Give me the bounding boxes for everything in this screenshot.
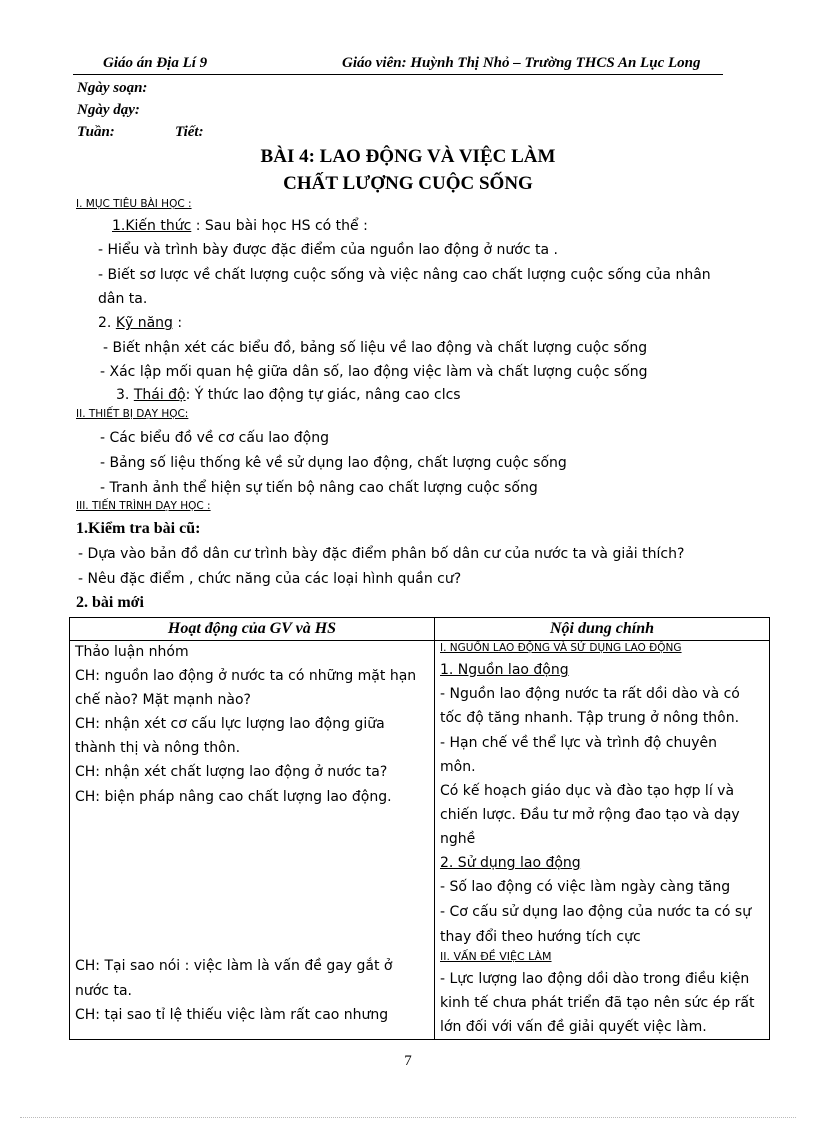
page-bottom-divider (20, 1117, 796, 1118)
content-cell (435, 641, 770, 1040)
content-subheading: 1. Nguồn lao động (440, 662, 569, 678)
lesson-table (69, 617, 770, 1040)
knowledge-rest: : Sau bài học HS có thể : (191, 218, 368, 234)
knowledge-item: - Hiểu và trình bày được đặc điểm của nguồn lao động ở nước ta . (98, 242, 558, 258)
review-question: - Nêu đặc điểm , chức năng của các loại hình quần cư? (78, 571, 462, 587)
header-teacher: Giáo viên: Huỳnh Thị Nhỏ – Trường THCS An Lục Long (342, 55, 701, 71)
activity-line: nước ta. (75, 983, 132, 999)
knowledge-label: 1.Kiến thức (112, 218, 192, 234)
skills-label: Kỹ năng (115, 315, 173, 331)
activity-line: thành thị và nông thôn. (75, 740, 241, 756)
content-heading: II. VẤN ĐỀ VIỆC LÀM (440, 950, 552, 963)
skills-prefix: 2. (98, 315, 116, 331)
page-number: 7 (404, 1053, 412, 1069)
attitude-label: Thái độ (133, 387, 186, 403)
content-line: - Cơ cấu sử dụng lao động của nước ta có sự (440, 904, 752, 920)
activity-line: CH: nguồn lao động ở nước ta có những mặt hạn (75, 668, 417, 684)
content-heading: I. NGUỒN LAO ĐỘNG VÀ SỬ DỤNG LAO ĐỘNG (440, 642, 682, 654)
review-heading: 1.Kiểm tra bài cũ: (76, 520, 201, 537)
skills-rest: : (172, 315, 183, 331)
section-procedure-heading: III. TIẾN TRÌNH DẠY HỌC : (76, 500, 211, 512)
lesson-title: BÀI 4: LAO ĐỘNG VÀ VIỆC LÀM (260, 146, 556, 167)
header-rule (73, 74, 723, 75)
activities-cell (70, 641, 435, 1040)
content-line: - Hạn chế về thể lực và trình độ chuyên (440, 735, 718, 751)
knowledge-item: - Biết sơ lược về chất lượng cuộc sống và việc nâng cao chất lượng cuộc sống của nhân (98, 267, 711, 283)
review-question: - Dựa vào bản đồ dân cư trình bày đặc điểm phân bố dân cư của nước ta và giải thích? (78, 546, 685, 562)
content-line: lớn đối với vấn đề giải quyết việc làm. (440, 1019, 707, 1035)
meta-ngay-day: Ngày dạy: (77, 102, 140, 118)
meta-tiet: Tiết: (175, 124, 204, 140)
skills-item: - Biết nhận xét các biểu đồ, bảng số liệu về lao động và chất lượng cuộc sống (103, 340, 648, 356)
activity-line: CH: nhận xét cơ cấu lực lượng lao động giữa (75, 716, 385, 732)
table-header-row (70, 618, 770, 641)
activity-line: chế nào? Mặt mạnh nào? (75, 692, 251, 708)
section-objectives-heading: I. MỤC TIÊU BÀI HỌC : (76, 198, 192, 210)
content-line: - Nguồn lao động nước ta rất dồi dào và có (440, 686, 740, 702)
equipment-item: - Tranh ảnh thể hiện sự tiến bộ nâng cao chất lượng cuộc sống (100, 480, 538, 496)
table-header-activities: Hoạt động của GV và HS (70, 618, 435, 641)
activity-line: CH: tại sao tỉ lệ thiếu việc làm rất cao nhưng (75, 1007, 389, 1023)
content-line: nghề (440, 831, 476, 847)
table-header-content: Nội dung chính (435, 618, 770, 641)
table-row (70, 641, 770, 1040)
attitude-prefix: 3. (116, 387, 134, 403)
content-line: thay đổi theo hướng tích cực (440, 929, 641, 945)
content-line: chiến lược. Đầu tư mở rộng đao tạo và dạy (440, 807, 740, 823)
content-line: môn. (440, 759, 476, 775)
new-lesson-heading: 2. bài mới (76, 594, 144, 611)
content-line: kinh tế chưa phát triển đã tạo nên sức ép rất (440, 995, 755, 1011)
equipment-item: - Các biểu đồ về cơ cấu lao động (100, 430, 329, 446)
activity-line: CH: biện pháp nâng cao chất lượng lao động. (75, 789, 392, 805)
content-line: - Số lao động có việc làm ngày càng tăng (440, 879, 731, 895)
lesson-subtitle: CHẤT LƯỢNG CUỘC SỐNG (283, 173, 533, 194)
meta-tuan: Tuần: (77, 124, 115, 140)
activity-line: CH: Tại sao nói : việc làm là vấn đề gay gắt ở (75, 958, 393, 974)
meta-ngay-soan: Ngày soạn: (77, 80, 148, 96)
attitude-line (116, 387, 461, 403)
activity-line: Thảo luận nhóm (75, 644, 189, 660)
skills-line (98, 315, 182, 331)
content-line: - Lực lượng lao động dồi dào trong điều kiện (440, 971, 750, 987)
activity-line: CH: nhận xét chất lượng lao động ở nước ta? (75, 764, 388, 780)
knowledge-item-cont: dân ta. (98, 291, 148, 307)
section-equipment-heading: II. THIẾT BỊ DẠY HỌC: (76, 408, 189, 420)
skills-item: - Xác lập mối quan hệ giữa dân số, lao động việc làm và chất lượng cuộc sống (100, 364, 648, 380)
header-subject: Giáo án Địa Lí 9 (103, 55, 208, 71)
knowledge-line (112, 218, 368, 234)
equipment-item: - Bảng số liệu thống kê về sử dụng lao động, chất lượng cuộc sống (100, 455, 567, 471)
content-line: tốc độ tăng nhanh. Tập trung ở nông thôn. (440, 710, 740, 726)
content-subheading: 2. Sử dụng lao động (440, 855, 581, 871)
content-line: Có kế hoạch giáo dục và đào tạo hợp lí và (440, 783, 735, 799)
attitude-rest: : Ý thức lao động tự giác, nâng cao clcs (185, 387, 461, 403)
